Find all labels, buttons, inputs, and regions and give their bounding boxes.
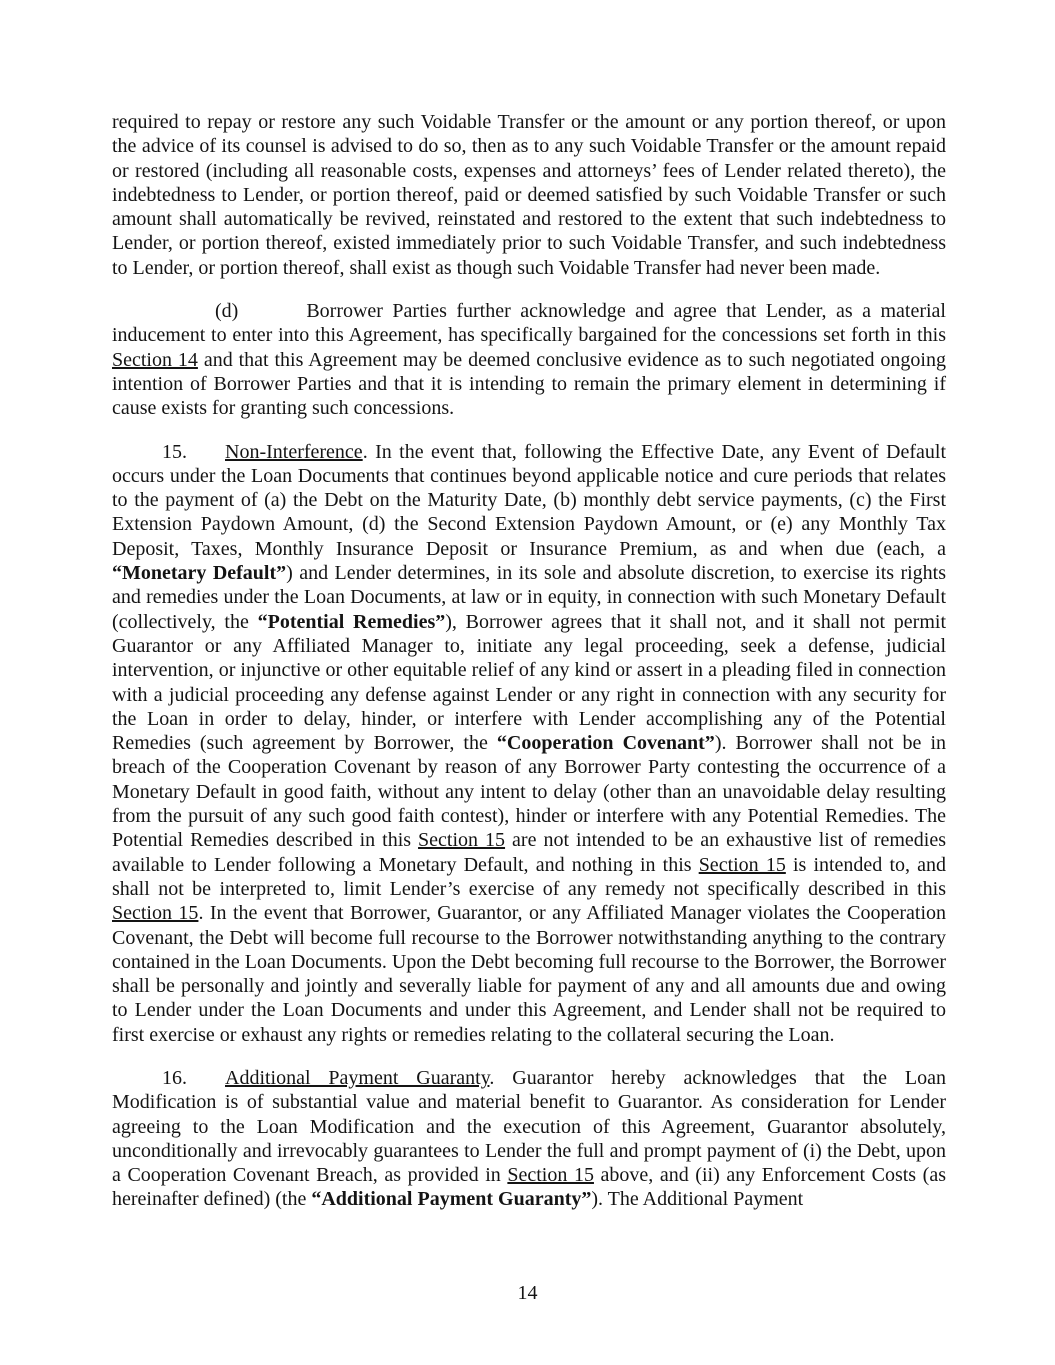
text-run: is intended to, and shall not be interpreted to, limit Lender’s exercise of any remedy not specifically described in this [112, 853, 947, 900]
section-15-non-interference [112, 440, 946, 1047]
bold-defined-term: “Monetary Default” [112, 562, 287, 585]
paragraph-voidable-transfer-continuation [112, 110, 946, 280]
underlined-text-run: Section 14 [112, 348, 198, 371]
text-run: Borrower Parties further acknowledge and agree that Lender, as a material inducement to enter into this Agreement, has specifically bargained for the concessions set forth in this [112, 300, 946, 347]
text-run: required to repay or restore any such Voidable Transfer or the amount or any portion thereof, or upon the advice of its counsel is advised to do so, then as to any such Voidable Transfer or the amount repaid or restored (including all reasonable costs, expenses and attorneys’ fees of Lender related thereto), the indebtedness to Lender, or portion thereof, paid or deemed satisfied by such Voidable Transfer or such amount shall automatically be revived, reinstated and restored to the extent that such indebtedness to Lender, or portion thereof, existed immediately prior to such Voidable Transfer, and such indebtedness to Lender, or portion thereof, shall exist as though such Voidable Transfer had never been made. [112, 111, 946, 279]
underlined-text-run: Additional Payment Guaranty [225, 1066, 490, 1089]
text-run: are not intended to be an exhaustive list of remedies available to Lender following a Monetary Default, and nothing in this [112, 829, 946, 876]
page-number: 14 [517, 1281, 538, 1304]
text-run: . Guarantor hereby acknowledges that the Loan Modification is of substantial value and material benefit to Guarantor. As consideration for Lender agreeing to the Loan Modification and the execution of this Agreement, Guarantor absolutely, unconditionally and irrevocably guarantees to Lender the full and prompt payment of (i) the Debt, upon a Cooperation Covenant Breach, as provided in [112, 1066, 947, 1187]
text-run: ), Borrower agrees that it shall not, and it shall not permit Guarantor or any Affiliated Manager to, initiate any legal proceeding, seek a defense, judicial intervention, or injunctive or other equitable relief of any kind or assert in a pleading filed in connection with a judicial proceeding any defense against Lender or any right in connection with any security for the Loan in order to delay, hinder, or interfere with Lender accomplishing any of the Potential Remedies (such agreement by Borrower, the [112, 610, 946, 755]
underlined-text-run: Non-Interference [225, 440, 363, 463]
underlined-text-run: Section 15 [112, 902, 199, 925]
bold-defined-term: “Additional Payment Guaranty” [311, 1188, 592, 1211]
text-run: ) and Lender determines, in its sole and absolute discretion, to exercise its rights and remedies under the Loan Documents, at law or in equity, in connection with such Monetary Default (collectively, the [112, 562, 947, 633]
underlined-text-run: Section 15 [507, 1164, 594, 1187]
underlined-text-run: Section 15 [418, 829, 506, 852]
text-run: 16. [162, 1066, 187, 1089]
section-16-additional-payment-guaranty [112, 1066, 946, 1212]
text-run: above, and (ii) any Enforcement Costs (as hereinafter defined) (the [112, 1164, 946, 1211]
paragraph-subsection-d [112, 299, 946, 420]
bold-defined-term: “Cooperation Covenant” [496, 732, 715, 755]
text-run: and that this Agreement may be deemed conclusive evidence as to such negotiated ongoing intention of Borrower Parties and that it is intending to remain the primary element in determining if cause exists for granting such concessions. [112, 348, 946, 420]
text-run: ). The Additional Payment [591, 1188, 804, 1211]
text-run: 15. [162, 440, 187, 463]
text-run: (d) [215, 300, 239, 323]
underlined-text-run: Section 15 [698, 853, 786, 876]
bold-defined-term: “Potential Remedies” [257, 610, 446, 633]
text-run: ). Borrower shall not be in breach of the Cooperation Covenant by reason of any Borrower Party contesting the occurrence of a Monetary Default in good faith, without any intent to delay (other than an unavoidable delay resulting from the pursuit of any such good faith contest), hinder or interfere with any Potential Remedies. The Potential Remedies described in this [112, 732, 946, 852]
text-run: . In the event that, following the Effective Date, any Event of Default occurs under the Loan Documents that continues beyond applicable notice and cure periods that relates to the payment of (a) the Debt on the Maturity Date, (b) monthly debt service payments, (c) the First Extension Paydown Amount, (d) the Second Extension Paydown Amount, or (e) any Monthly Tax Deposit, Taxes, Monthly Insurance Deposit or Insurance Premium, as and when due (each, a [112, 440, 946, 560]
text-run: . In the event that Borrower, Guarantor, or any Affiliated Manager violates the Cooperation Covenant, the Debt will become full recourse to the Borrower notwithstanding anything to the contrary contained in the Loan Documents. Upon the Debt becoming full recourse to the Borrower, the Borrower shall be personally and jointly and severally liable for payment of any and all amounts due and owing to Lender under the Loan Documents and under this Agreement, and Lender shall not be required to first exercise or exhaust any rights or remedies relating to the collateral securing the Loan. [112, 902, 947, 1046]
